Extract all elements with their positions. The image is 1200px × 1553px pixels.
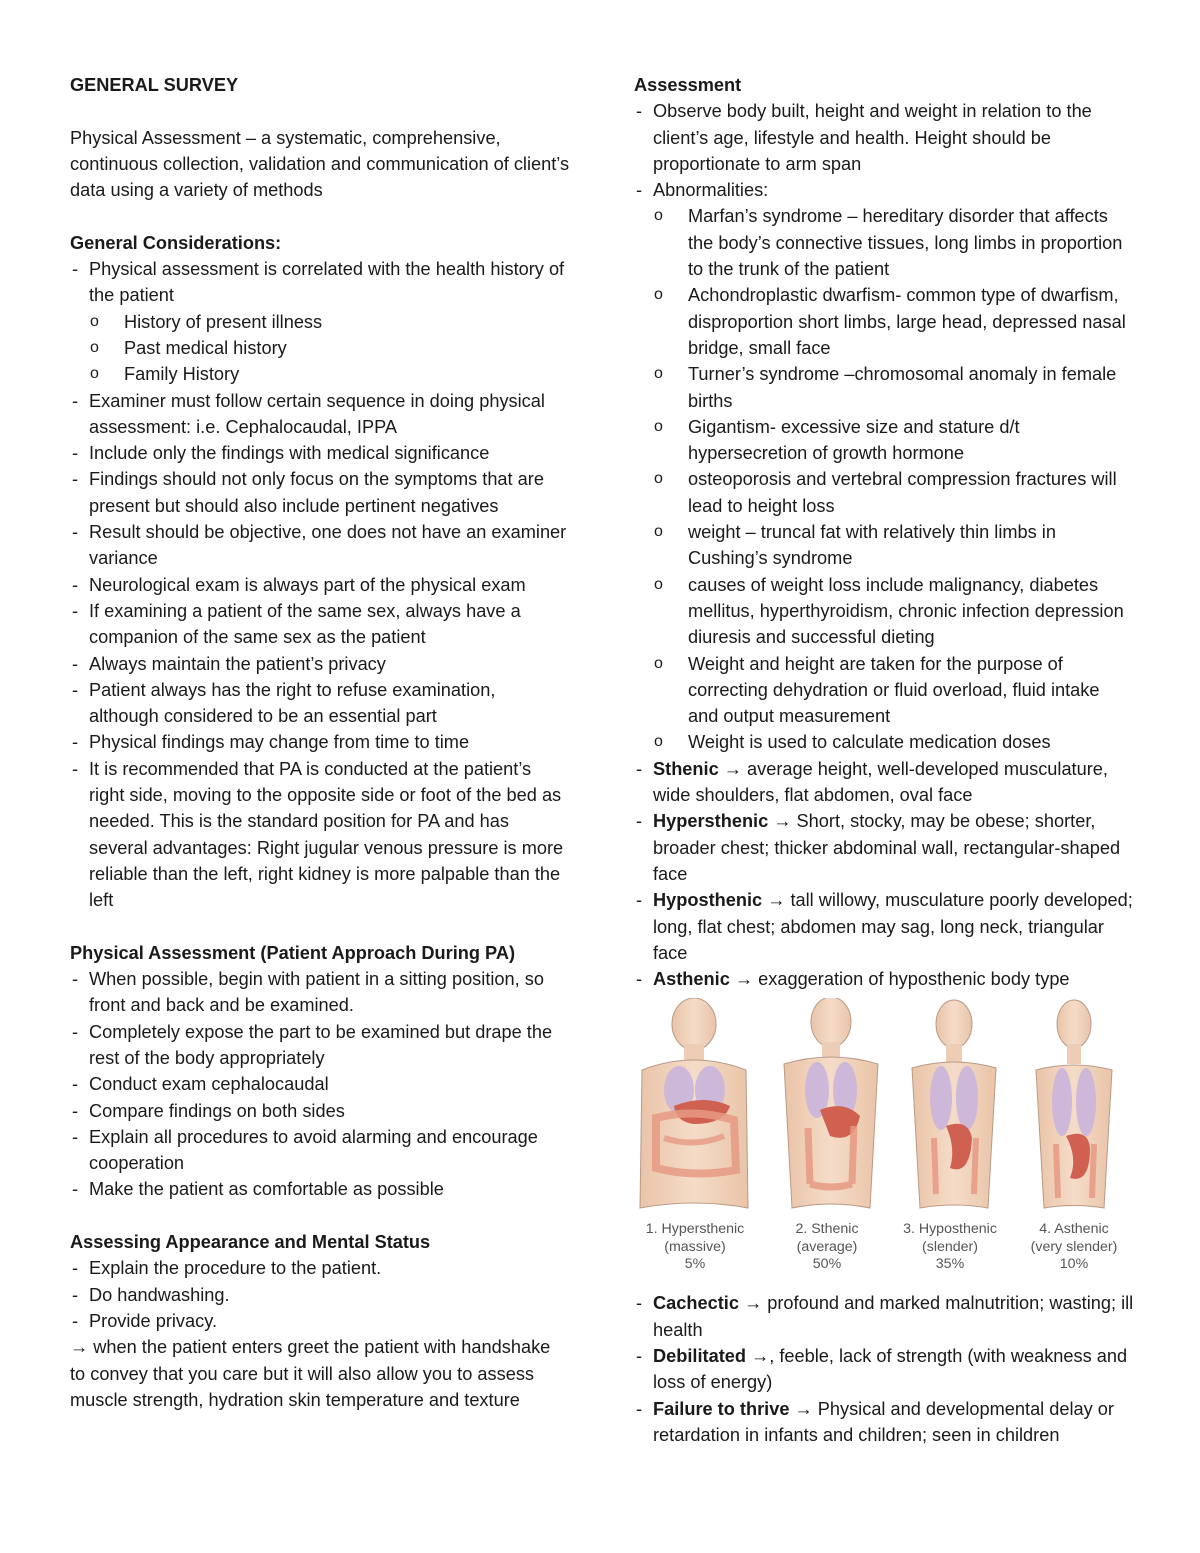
figure-caption-hypersthenic: 1. Hypersthenic (massive) 5% <box>645 1221 745 1273</box>
condition-failure-to-thrive: - Failure to thrive → Physical and developmental delay or retardation in infants and children; seen in children <box>634 1396 1134 1449</box>
body-type-hypersthenic: - Hypersthenic → Short, stocky, may be obese; shorter, broader chest; thicker abdominal wall, rectangular-shaped face <box>634 808 1134 887</box>
right-column <box>634 72 1134 1448</box>
list-item: - Compare findings on both sides <box>70 1098 570 1124</box>
sthenic-figure <box>784 998 878 1208</box>
sub-list-item: o Achondroplastic dwarfism- common type of dwarfism, disproportion short limbs, large head, depressed nasal bridge, small face <box>634 282 1134 361</box>
arrow-icon: → <box>794 1398 813 1419</box>
left-column <box>70 72 570 1413</box>
list-item: - Provide privacy. <box>70 1308 570 1334</box>
sub-list-item: o Family History <box>70 361 570 387</box>
sub-list-item: o causes of weight loss include malignancy, diabetes mellitus, hyperthyroidism, chronic infection depression diuresis and successful dieting <box>634 572 1134 651</box>
arrow-icon: → <box>734 969 754 990</box>
list-item: - If examining a patient of the same sex, always have a companion of the same sex as the patient <box>70 598 570 651</box>
arrow-icon: → <box>723 758 742 779</box>
note-text: when the patient enters greet the patient with handshake to convey that you care but it will also allow you to assess muscle strength, hydration skin temperature and texture <box>70 1337 551 1410</box>
list-item: - Examiner must follow certain sequence in doing physical assessment: i.e. Cephalocaudal, IPPA <box>70 388 570 441</box>
condition-cachectic: - Cachectic → profound and marked malnutrition; wasting; ill health <box>634 1290 1134 1343</box>
list-item: - Physical assessment is correlated with the health history of the patient <box>70 256 570 309</box>
list-item: - Result should be objective, one does not have an examiner variance <box>70 519 570 572</box>
sub-list-item: o Weight is used to calculate medication doses <box>634 729 1134 755</box>
list-item: - Observe body built, height and weight in relation to the client’s age, lifestyle and health. Height should be proportionate to arm span <box>634 98 1134 177</box>
sub-list-item: o Gigantism- excessive size and stature d/t hypersecretion of growth hormone <box>634 414 1134 467</box>
list-item: - When possible, begin with patient in a sitting position, so front and back and be examined. <box>70 966 570 1019</box>
list-item: - Neurological exam is always part of the physical exam <box>70 572 570 598</box>
list-item: - Always maintain the patient’s privacy <box>70 651 570 677</box>
sub-list-item: o osteoporosis and vertebral compression fractures will lead to height loss <box>634 466 1134 519</box>
arrow-icon: → <box>70 1337 89 1358</box>
assessment-heading: Assessment <box>634 75 742 95</box>
definition: Physical Assessment – a systematic, comprehensive, continuous collection, validation and communication of client’s data using a variety of methods <box>70 127 570 201</box>
body-types-figure <box>634 998 1128 1284</box>
list-item: - Findings should not only focus on the symptoms that are present but should also include pertinent negatives <box>70 466 570 519</box>
list-item: - It is recommended that PA is conducted at the patient’s right side, moving to the opposite side or foot of the bed as needed. This is the standard position for PA and has several advantages: Right jugular venous pressure is more reliable than the left, right kidney is more palpable than the left <box>70 756 570 914</box>
arrow-icon: → <box>751 1345 770 1366</box>
patient-approach-heading: Physical Assessment (Patient Approach During PA) <box>70 942 516 963</box>
page-title: GENERAL SURVEY <box>70 75 239 95</box>
sub-list-item: o Marfan’s syndrome – hereditary disorder that affects the body’s connective tissues, long limbs in proportion to the trunk of the patient <box>634 203 1134 282</box>
list-item: - Explain all procedures to avoid alarming and encourage cooperation <box>70 1124 570 1177</box>
appearance-heading: Assessing Appearance and Mental Status <box>70 1232 431 1253</box>
body-type-sthenic: - Sthenic → average height, well-developed musculature, wide shoulders, flat abdomen, oval face <box>634 756 1134 809</box>
list-item: - Patient always has the right to refuse examination, although considered to be an essential part <box>70 677 570 730</box>
appearance-note <box>70 1334 570 1413</box>
sub-list-item: o Past medical history <box>70 335 570 361</box>
sub-list-item: o History of present illness <box>70 309 570 335</box>
body-types-illustration <box>634 998 1128 1220</box>
general-considerations-heading: General Considerations: <box>70 232 282 253</box>
sub-list-item: o weight – truncal fat with relatively thin limbs in Cushing’s syndrome <box>634 519 1134 572</box>
figure-caption-sthenic: 2. Sthenic (average) 50% <box>795 1221 859 1273</box>
arrow-icon: → <box>767 890 786 911</box>
body-type-hyposthenic: - Hyposthenic → tall willowy, musculature poorly developed; long, flat chest; abdomen may sag, long neck, triangular face <box>634 887 1134 966</box>
list-item: - Abnormalities: <box>634 177 1134 203</box>
hypersthenic-figure <box>640 998 748 1208</box>
figure-caption-hyposthenic: 3. Hyposthenic (slender) 35% <box>903 1221 997 1273</box>
asthenic-figure <box>1036 1000 1112 1208</box>
list-item: - Make the patient as comfortable as possible <box>70 1176 570 1202</box>
list-item: - Physical findings may change from time to time <box>70 729 570 755</box>
arrow-icon: → <box>744 1293 763 1314</box>
list-item: - Conduct exam cephalocaudal <box>70 1071 570 1097</box>
arrow-icon: → <box>773 811 792 832</box>
sub-list-item: o Turner’s syndrome –chromosomal anomaly in female births <box>634 361 1134 414</box>
hyposthenic-figure <box>912 1000 996 1208</box>
figure-caption-asthenic: 4. Asthenic (very slender) 10% <box>1030 1221 1118 1273</box>
body-type-asthenic: - Asthenic → exaggeration of hyposthenic body type <box>634 966 1134 992</box>
list-item: - Include only the findings with medical significance <box>70 440 570 466</box>
condition-debilitated: - Debilitated →, feeble, lack of strength (with weakness and loss of energy) <box>634 1343 1134 1396</box>
list-item: - Completely expose the part to be examined but drape the rest of the body appropriately <box>70 1019 570 1072</box>
list-item: - Do handwashing. <box>70 1282 570 1308</box>
sub-list-item: o Weight and height are taken for the purpose of correcting dehydration or fluid overload, fluid intake and output measurement <box>634 651 1134 730</box>
list-item: - Explain the procedure to the patient. <box>70 1255 570 1281</box>
